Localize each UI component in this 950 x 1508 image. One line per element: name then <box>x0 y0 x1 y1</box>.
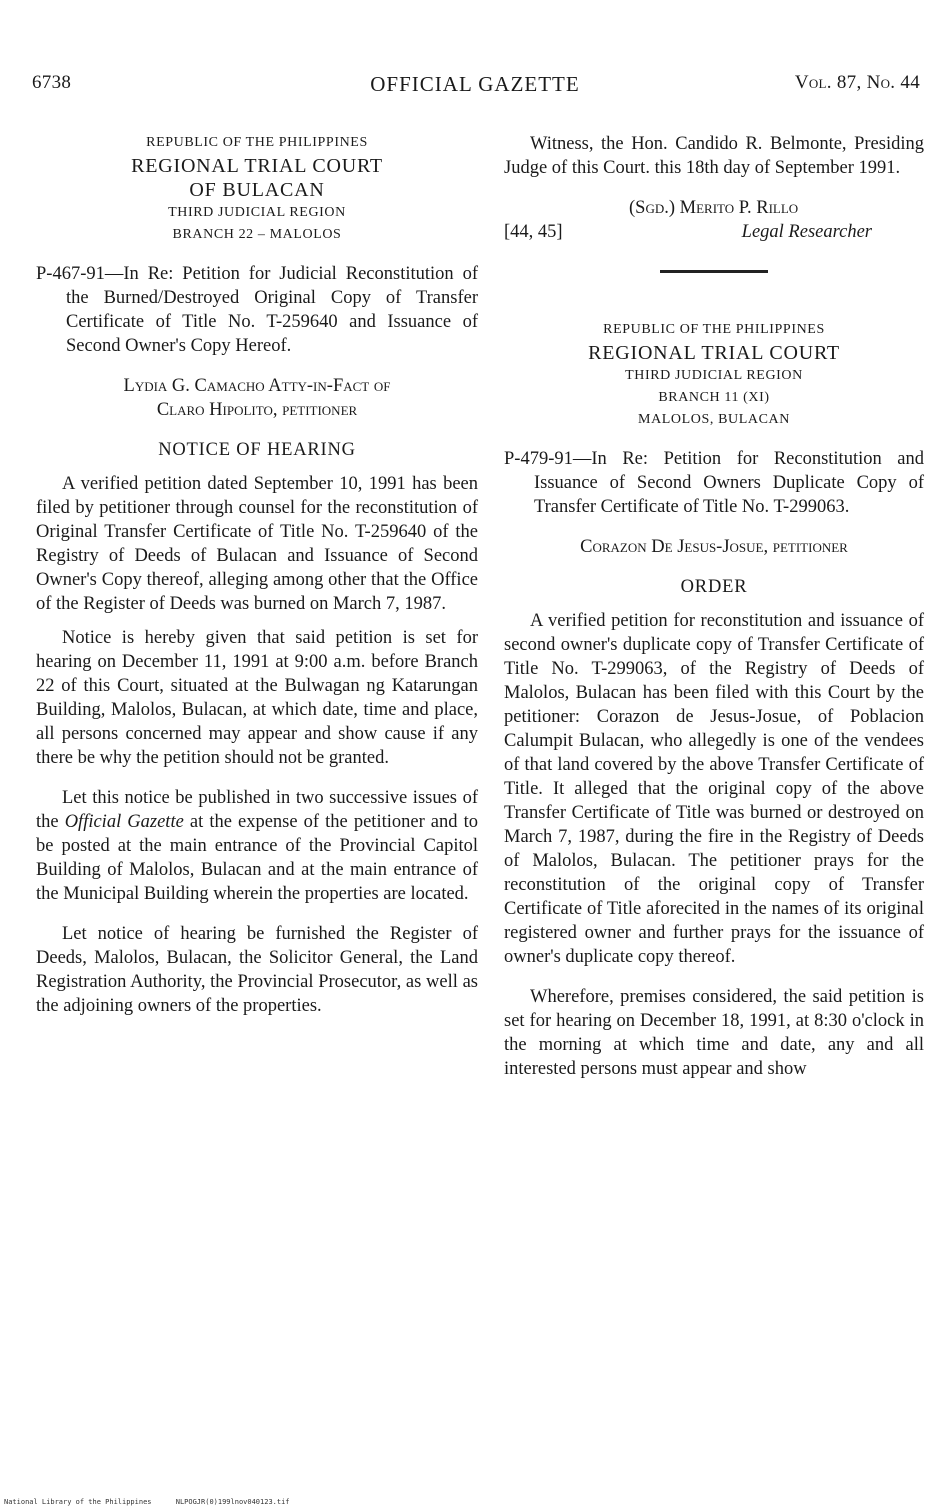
signer-title: Legal Researcher <box>741 222 872 242</box>
witness-paragraph: Witness, the Hon. Candido R. Belmonte, Presiding Judge of this Court. this 18th day of September 1991. <box>504 134 924 178</box>
paragraph-3-rest: at the expense of the petitioner and to be posted at the main entrance of the Provincial Capitol Building of Malolos, Bulacan and at the main entrance of the Municipal Building wherein the properties are located. <box>36 812 478 904</box>
notice-paragraph-1: A verified petition dated September 10, 1991 has been filed by petitioner through counsel for the reconstitution of Original Transfer Certificate of Title No. T-259640 of the Registry of Deeds of Bulacan and Issuance of Second Owner's Copy thereof, alleging among other that the Office of the Register of Deeds was burned on March 7, 1987. <box>36 474 478 614</box>
signature-line: (Sgd.) Merito P. Rillo <box>629 198 799 218</box>
republic-heading: REPUBLIC OF THE PHILIPPINES <box>146 135 368 150</box>
notice-paragraph-3 <box>36 786 478 906</box>
volume-number: Vol. 87, No. 44 <box>794 72 920 93</box>
location-heading-2: MALOLOS, BULACAN <box>638 412 790 427</box>
republic-heading-2: REPUBLIC OF THE PHILIPPINES <box>603 322 825 337</box>
court-province: OF BULACAN <box>189 179 325 201</box>
region-heading: THIRD JUDICIAL REGION <box>168 205 346 220</box>
order-paragraph-2: Wherefore, premises considered, the said petition is set for hearing on December 18, 1991, at 8:30 o'clock in the morning at which time and date, any and all interested persons must appear and show <box>504 987 924 1079</box>
scan-footer <box>4 1498 310 1506</box>
petitioner-line-2: Claro Hipolito, petitioner <box>156 400 358 420</box>
footer-library: National Library of the Philippines <box>4 1498 152 1506</box>
official-gazette-italic: Official Gazette <box>64 812 184 832</box>
region-heading-2: THIRD JUDICIAL REGION <box>625 368 803 383</box>
notice-title: NOTICE OF HEARING <box>158 440 356 460</box>
footer-file: NLPOGJR(0)199lnov040123.tif <box>175 1498 290 1506</box>
paragraph-3-lead: Let this notice be published in two successive issues of the <box>36 788 478 832</box>
issue-reference: [44, 45] <box>504 222 563 242</box>
case-caption: P-467-91—In Re: Petition for Judicial Reconstitution of the Burned/Destroyed Original Copy of Transfer Certificate of Title No. T-259640 and Issuance of Second Owner's Copy Hereof. <box>36 264 478 356</box>
branch-heading: BRANCH 22 – MALOLOS <box>172 227 342 242</box>
petitioner-line-1: Lydia G. Camacho Atty-in-Fact of <box>123 376 391 396</box>
case-caption-2: P-479-91—In Re: Petition for Reconstitution and Issuance of Second Owners Duplicate Copy of Transfer Certificate of Title No. T-299063. <box>504 449 924 517</box>
notice-paragraph-2: Notice is hereby given that said petition is set for hearing on December 11, 1991 at 9:00 a.m. before Branch 22 of this Court, situated at the Bulwagan ng Katarungan Building, Malolos, Bulacan, at which date, time and place, all persons concerned may appear and show cause if any there be why the petition should not be granted. <box>36 628 478 768</box>
petitioner-2: Corazon De Jesus-Josue, petitioner <box>580 537 848 557</box>
publication-title: OFFICIAL GAZETTE <box>370 72 580 96</box>
left-column <box>36 132 478 1018</box>
branch-heading-2: BRANCH 11 (XI) <box>658 390 770 405</box>
order-paragraph-1: A verified petition for reconstitution and issuance of second owner's duplicate copy of Transfer Certificate of Title No. T-299063, of the Registry of Deeds of Malolos, Bulacan has been filed with this Court by the petitioner: Corazon de Jesus-Josue, of Poblacion Calumpit Bulacan, who allegedly is one of the vendees of that land covered by the above Transfer Certificate of Title. It alleged that the original copy of the above Transfer Certificate of Title was burned or destroyed on March 7, 1987, during the fire in the Registry of Deeds of Malolos, Bulacan. The petitioner prays for the reconstitution of the original copy of Transfer Certificate of Title aforecited in the names of its original registered owner and further prays for the issuance of owner's duplicate copy thereof. <box>504 611 924 967</box>
page-number: 6738 <box>32 72 72 93</box>
court-heading-2: REGIONAL TRIAL COURT <box>588 342 840 364</box>
signature-row <box>504 220 924 244</box>
order-title: ORDER <box>680 577 748 597</box>
court-heading: REGIONAL TRIAL COURT <box>131 155 383 177</box>
right-column <box>504 132 924 1081</box>
notice-paragraph-4: Let notice of hearing be furnished the Register of Deeds, Malolos, Bulacan, the Solicitor General, the Land Registration Authority, the Provincial Prosecutor, as well as the adjoining owners of the properties. <box>36 924 478 1016</box>
